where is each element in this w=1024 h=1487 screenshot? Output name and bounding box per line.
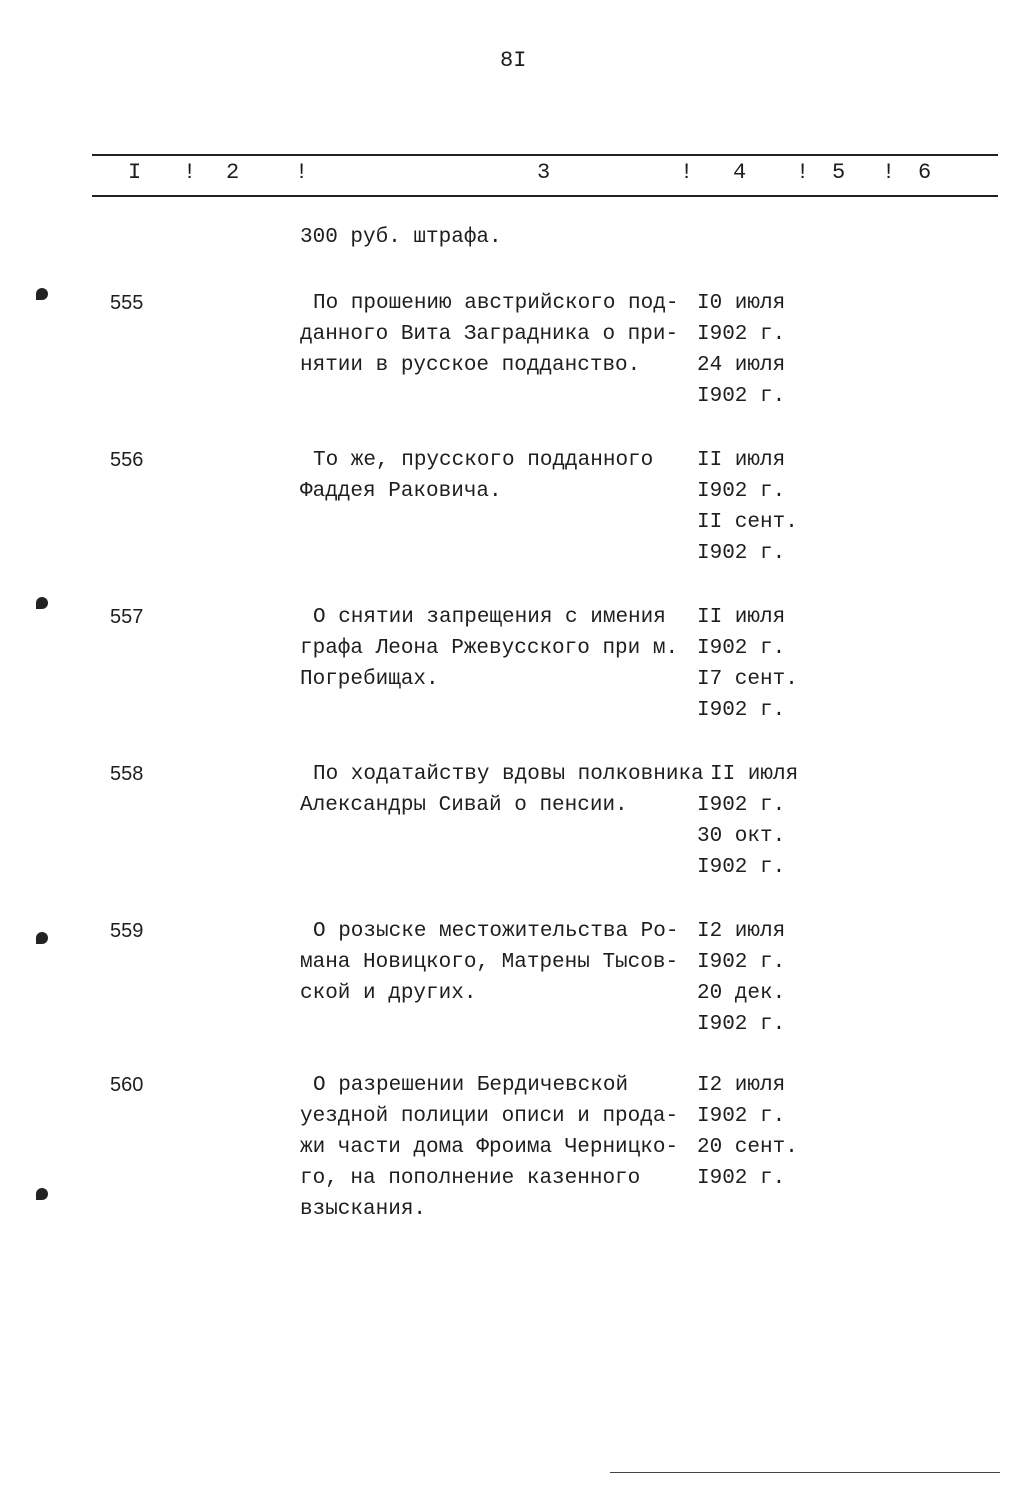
col-header-3: 3 — [537, 160, 551, 185]
punch-hole-mark — [36, 597, 48, 609]
punch-hole-mark — [36, 1188, 48, 1200]
description-line: О снятии запрещения с имения — [313, 606, 666, 629]
description-line: Фаддея Раковича. — [300, 480, 502, 503]
date-line: I902 г. — [697, 1105, 786, 1128]
date-line: 24 июля — [697, 354, 786, 377]
description-line: нятии в русское подданство. — [300, 354, 641, 377]
date-line: 20 дек. — [697, 982, 786, 1005]
entry-number: 556 — [110, 449, 144, 471]
col-header-1: I — [128, 160, 142, 185]
col-header-5: 5 — [832, 160, 846, 185]
description-line: О розыске местожительства Ро- — [313, 920, 679, 943]
date-line: I902 г. — [697, 699, 786, 722]
entry-dates — [697, 602, 798, 726]
col-header-2: 2 — [226, 160, 240, 185]
date-line: 30 окт. — [697, 825, 786, 848]
entry-number: 559 — [110, 920, 144, 942]
bottom-rule — [610, 1472, 1000, 1473]
date-line: I902 г. — [697, 794, 786, 817]
entry-number: 560 — [110, 1074, 144, 1096]
description-line: По ходатайству вдовы полковника — [313, 763, 704, 786]
entry-description — [300, 602, 678, 695]
description-line: мана Новицкого, Матрены Тысов- — [300, 951, 679, 974]
description-line: графа Леона Ржевусского при м. — [300, 637, 679, 660]
date-line: II июля — [697, 449, 786, 472]
date-line: I902 г. — [697, 1013, 786, 1036]
description-line: данного Вита Заградника о при- — [300, 323, 679, 346]
date-line: I902 г. — [697, 951, 786, 974]
entry-description — [300, 1070, 678, 1225]
date-line: I902 г. — [697, 1167, 786, 1190]
date-line: II июля — [697, 606, 786, 629]
date-line: I902 г. — [697, 323, 786, 346]
date-line: I902 г. — [697, 385, 786, 408]
col-separator: ! — [680, 160, 694, 185]
entry-description — [300, 916, 678, 1009]
punch-hole-mark — [36, 288, 48, 300]
date-line: I2 июля — [697, 920, 786, 943]
col-separator: ! — [882, 160, 896, 185]
col-header-6: 6 — [918, 160, 932, 185]
entry-dates — [697, 288, 785, 412]
description-line: По прошению австрийского под- — [313, 292, 679, 315]
date-line: 20 сент. — [697, 1136, 798, 1159]
page-number: 8I — [500, 48, 527, 73]
description-line: взыскания. — [300, 1198, 427, 1221]
entry-description — [300, 288, 678, 381]
date-line: I0 июля — [697, 292, 786, 315]
entry-number: 557 — [110, 606, 144, 628]
description-line: го, на пополнение казенного — [300, 1167, 641, 1190]
col-separator: ! — [183, 160, 197, 185]
description-line: ской и других. — [300, 982, 477, 1005]
date-line: I7 сент. — [697, 668, 798, 691]
entry-number: 558 — [110, 763, 144, 785]
entry-dates — [697, 916, 785, 1040]
entry-number: 555 — [110, 292, 144, 314]
description-line: То же, прусского подданного — [313, 449, 654, 472]
description-line: Александры Сивай о пенсии. — [300, 794, 628, 817]
col-separator: ! — [796, 160, 810, 185]
entry-description — [300, 445, 653, 507]
date-line: II июля — [710, 763, 799, 786]
entry-dates — [697, 759, 798, 883]
entry-description — [300, 759, 704, 821]
date-line: I2 июля — [697, 1074, 786, 1097]
description-line: уездной полиции описи и прода- — [300, 1105, 679, 1128]
description-line: О разрешении Бердичевской — [313, 1074, 629, 1097]
punch-hole-mark — [36, 932, 48, 944]
table-header-top-rule — [92, 154, 998, 156]
date-line: I902 г. — [697, 542, 786, 565]
date-line: I902 г. — [697, 856, 786, 879]
date-line: I902 г. — [697, 480, 786, 503]
description-line: Погребищах. — [300, 668, 439, 691]
date-line: II сент. — [697, 511, 798, 534]
col-header-4: 4 — [733, 160, 747, 185]
entry-dates — [697, 1070, 798, 1194]
continuation-text: 300 руб. штрафа. — [300, 226, 502, 249]
col-separator: ! — [295, 160, 309, 185]
table-header-bottom-rule — [92, 195, 998, 197]
entry-dates — [697, 445, 798, 569]
description-line: жи части дома Фроима Черницко- — [300, 1136, 679, 1159]
date-line: I902 г. — [697, 637, 786, 660]
